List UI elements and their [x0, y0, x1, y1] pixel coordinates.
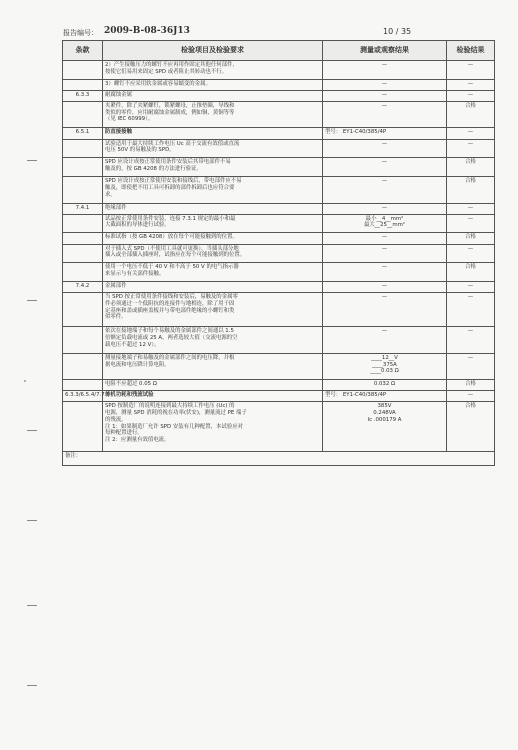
scan-edge-mark: [27, 300, 37, 301]
result-cell: —: [323, 327, 447, 353]
clause-cell: [63, 353, 103, 379]
clause-cell: [63, 293, 103, 327]
col-header-result: 测量或观察结果: [323, 41, 447, 61]
result-cell: —: [323, 203, 447, 214]
clause-cell: 7.4.2: [63, 282, 103, 293]
requirement-line: 防直接接触: [105, 129, 132, 136]
verdict-cell: —: [447, 391, 495, 402]
requirement-cell: [103, 282, 323, 293]
verdict-cell: —: [447, 90, 495, 101]
table-row: [63, 391, 495, 402]
clause-cell: [63, 79, 103, 90]
requirement-line: 电源，测量 SPD 消耗的视在功率(伏安)，测量流过 PE 端子: [105, 410, 247, 417]
requirement-line: 触及的，按 GB 4208 的方法进行验证。: [105, 166, 202, 173]
table-row: [63, 233, 495, 244]
verdict-cell: 合格: [447, 177, 495, 203]
table-row: [63, 214, 495, 233]
requirement-cell: [103, 90, 323, 101]
result-cell: —: [323, 244, 447, 263]
table-row: [63, 327, 495, 353]
table-row: [63, 139, 495, 158]
report-number: 2009-B-08-36J13: [104, 26, 190, 36]
clause-cell: [63, 402, 103, 452]
scan-edge-mark: [27, 160, 37, 161]
result-line: 385V: [377, 403, 392, 410]
result-cell: —: [323, 158, 447, 177]
requirement-line: 绝缘部件: [105, 204, 127, 211]
clause-cell: 7.4.1: [63, 203, 103, 214]
clause-cell: [63, 158, 103, 177]
requirement-cell: [103, 353, 323, 379]
verdict-cell: 合格: [447, 380, 495, 391]
result-line: 最小__4__mm²: [365, 215, 404, 222]
col-header-item: 检验项目及检验要求: [103, 41, 323, 61]
clause-cell: [63, 327, 103, 353]
requirement-line: SPD 按制造厂的说明连接到最大持续工作电压 (Uc) 的: [105, 403, 235, 410]
inspection-table: [62, 40, 495, 466]
result-line: ____12__V: [371, 354, 398, 361]
table-row: [63, 128, 495, 139]
table-row: [63, 244, 495, 263]
requirement-cell: [103, 139, 323, 158]
requirement-cell: [103, 380, 323, 391]
requirement-cell: [103, 391, 323, 402]
requirement-line: 倍额定负载电流或 25 A，两者选较大值（交流电源的空: [105, 335, 238, 342]
clause-cell: 6.5.1: [63, 128, 103, 139]
requirement-line: 注 2：应测量有效值电流。: [105, 437, 170, 444]
requirement-cell: [103, 263, 323, 282]
requirement-line: 件必须通过一个低阻抗的连接件与地相连，除了用于固: [105, 300, 235, 307]
requirement-line: 试品按正常使用条件安装，连接 7.3.1 规定的最小和最: [105, 215, 236, 222]
table-body: [63, 61, 495, 452]
scan-edge-mark: [27, 605, 37, 606]
clause-cell: [63, 101, 103, 127]
requirement-cell: [103, 244, 323, 263]
requirement-line: 使用一个电压不低于 40 V 和不高于 50 V 的电气指示器: [105, 264, 239, 271]
clause-cell: [63, 177, 103, 203]
requirement-line: 当 SPD 按正常使用条件接线和安装后，易触及的金属零: [105, 294, 238, 301]
requirement-line: 标准试指（按 GB 4208）放在每个可能接触到的位置。: [105, 234, 238, 241]
result-line: ____0.03 Ω: [370, 368, 399, 375]
clause-cell: 6.3.3/6.5.4/7.7.5: [63, 391, 103, 402]
verdict-cell: —: [447, 214, 495, 233]
requirement-cell: [103, 402, 323, 452]
requirement-line: 似零件。: [105, 314, 127, 321]
page-header: [63, 26, 495, 40]
table-row: [63, 90, 495, 101]
result-cell: —: [323, 101, 447, 127]
requirement-line: 电阻不应超过 0.05 Ω: [105, 381, 157, 388]
verdict-cell: —: [447, 139, 495, 158]
clause-cell: [63, 244, 103, 263]
result-line: Ic .000179 A: [367, 416, 402, 423]
requirement-line: 依次在接地端子和每个易触及的金属部件之间通以 1.5: [105, 328, 234, 335]
requirement-line: SPD 应设计成按正常使用安装和接线后，带电部件应不易: [105, 178, 242, 185]
scan-edge-dot: [24, 380, 26, 382]
requirement-line: SPD 应设计成按正常使用条件安装后其带电部件不易: [105, 159, 231, 166]
scan-edge-mark: [27, 520, 37, 521]
remarks-label: 备注：: [65, 453, 82, 459]
requirement-line: 定基座和盖或插座盖板并与带电部件绝缘的小螺钉和类: [105, 307, 235, 314]
verdict-cell: —: [447, 79, 495, 90]
result-line: 0.248VA: [373, 410, 396, 417]
verdict-cell: 合格: [447, 101, 495, 127]
result-cell: 型号： EY1-C40/385/4P: [323, 128, 447, 139]
verdict-cell: —: [447, 282, 495, 293]
requirement-cell: [103, 327, 323, 353]
clause-cell: [63, 263, 103, 282]
requirement-line: 3）螺钉不应采用软金属或容易蠕变的金属。: [105, 80, 211, 87]
requirement-line: 注 1：如果制造厂允许 SPD 安装有几种配置，本试验应对: [105, 423, 243, 430]
requirement-line: 试验适用于最大持续工作电压 Uc 高于交流有效值或直流: [105, 140, 240, 147]
requirement-line: 金属部件: [105, 283, 127, 290]
table-row: [63, 158, 495, 177]
table-row: [63, 177, 495, 203]
requirement-line: 耐腐蚀金属: [105, 91, 132, 98]
page-number: 10 / 35: [383, 27, 412, 36]
result-cell: —: [323, 263, 447, 282]
requirement-cell: [103, 101, 323, 127]
requirement-line: 测量接地端子和易触及的金属部件之间的电压降，并根: [105, 354, 235, 361]
result-line: ____375A: [372, 361, 397, 368]
verdict-cell: —: [447, 128, 495, 139]
verdict-cell: —: [447, 327, 495, 353]
requirement-line: （见 IEC 60999）。: [105, 116, 154, 123]
requirement-cell: [103, 214, 323, 233]
requirement-line: 载电压不超过 12 V）。: [105, 341, 160, 348]
table-row: [63, 353, 495, 379]
result-line: 最大__25__mm²: [363, 222, 406, 229]
requirement-line: 按使它们易用来固定 SPD 或者阻止其转动也不行。: [105, 68, 228, 75]
table-row: [63, 61, 495, 80]
requirement-line: 类似的零件，应用耐腐蚀金属制成，例如铜、黄铜等等: [105, 109, 235, 116]
requirement-line: 每种配置进行。: [105, 430, 143, 437]
requirement-line: 大截面积的导体进行试验。: [105, 222, 170, 229]
verdict-cell: 合格: [447, 263, 495, 282]
result-cell: 型号： EY1-C40/385/4P: [323, 391, 447, 402]
requirement-cell: [103, 233, 323, 244]
verdict-cell: 合格: [447, 402, 495, 452]
requirement-line: 据电流和电压降计算电阻。: [105, 361, 170, 368]
clause-cell: 6.3.3: [63, 90, 103, 101]
requirement-cell: [103, 293, 323, 327]
requirement-line: 触及，即使把不用工具可拆卸的部件拆卸后也应符合要: [105, 184, 235, 191]
result-cell: [323, 402, 447, 452]
requirement-cell: [103, 61, 323, 80]
requirement-cell: [103, 203, 323, 214]
requirement-line: 来显示与有关部件接触。: [105, 271, 165, 278]
requirement-line: 电压 50V 的易触及的 SPD。: [105, 147, 175, 154]
requirement-cell: [103, 79, 323, 90]
result-cell: —: [323, 79, 447, 90]
requirement-line: 求。: [105, 191, 116, 198]
requirement-cell: [103, 128, 323, 139]
requirement-line: 2）产生接触压力的螺钉不应再用作固定其他任何部件，: [105, 62, 238, 68]
result-cell: [323, 214, 447, 233]
verdict-cell: —: [447, 61, 495, 80]
result-cell: —: [323, 90, 447, 101]
table-row: [63, 380, 495, 391]
clause-cell: [63, 380, 103, 391]
scan-edge-mark: [27, 685, 37, 686]
report-number-label: 报告编号：: [63, 29, 98, 37]
verdict-cell: 合格: [447, 233, 495, 244]
verdict-cell: —: [447, 203, 495, 214]
verdict-cell: —: [447, 353, 495, 379]
clause-cell: [63, 214, 103, 233]
table-row: [63, 79, 495, 90]
result-cell: —: [323, 177, 447, 203]
table-row: [63, 263, 495, 282]
table-row: [63, 203, 495, 214]
table-row: [63, 293, 495, 327]
col-header-clause: 条款: [63, 41, 103, 61]
table-row: [63, 402, 495, 452]
result-cell: 0.032 Ω: [323, 380, 447, 391]
scan-edge-mark: [27, 430, 37, 431]
verdict-cell: 合格: [447, 158, 495, 177]
result-cell: —: [323, 233, 447, 244]
remarks-row: [63, 452, 495, 466]
verdict-cell: —: [447, 293, 495, 327]
table-row: [63, 282, 495, 293]
requirement-cell: [103, 177, 323, 203]
requirement-line: 待机功耗和残流试验: [105, 392, 154, 399]
requirement-line: 对于插入式 SPD（不使用工具就可更换），当插头部分地: [105, 245, 239, 252]
clause-cell: [63, 233, 103, 244]
clause-cell: [63, 139, 103, 158]
requirement-cell: [103, 158, 323, 177]
clause-cell: [63, 61, 103, 80]
result-cell: —: [323, 61, 447, 80]
result-cell: [323, 353, 447, 379]
table-row: [63, 101, 495, 127]
result-cell: —: [323, 282, 447, 293]
result-cell: —: [323, 139, 447, 158]
requirement-line: 的残流。: [105, 416, 127, 423]
result-cell: —: [323, 293, 447, 327]
requirement-line: 插入或全部插入插座时，试指应在每个可能接触到的位置。: [105, 252, 246, 259]
col-header-verdict: 检验结果: [447, 41, 495, 61]
requirement-line: 夹紧件，除了夹紧螺钉，锁紧螺母，止推垫圈，导线和: [105, 102, 235, 109]
verdict-cell: —: [447, 244, 495, 263]
